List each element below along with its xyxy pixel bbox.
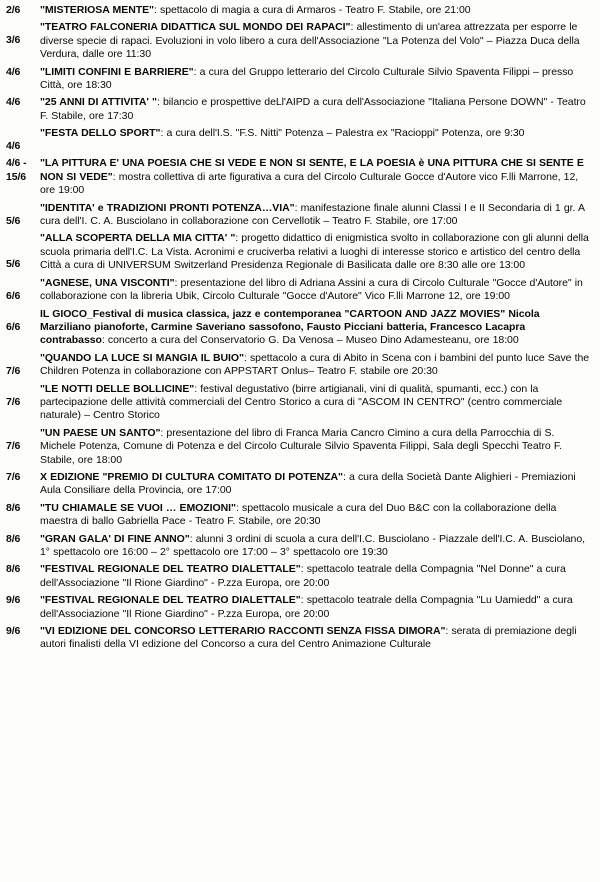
event-date: 8/6 (6, 563, 21, 576)
event-date: 4/6 (6, 140, 21, 153)
event-date: 8/6 (6, 532, 21, 545)
list-item (6, 96, 592, 123)
event-description: "QUANDO LA LUCE SI MANGIA IL BUIO": spettacolo a cura di Abito in Scena con i bambini del punto luce Save the Children Potenza in collaborazione con APPSTART Onlus– Teatro F. stabile ore 20:30 (40, 351, 590, 378)
event-date: 6/6 (6, 289, 21, 302)
list-item (6, 157, 592, 197)
list-item (6, 127, 592, 153)
event-description: IL GIOCO_Festival di musica classica, jazz e contemporanea "CARTOON AND JAZZ MOVIES" Nicola Marziliano pianoforte, Carmine Saveriano sassofono, Fausto Picciani batteria, Francesco Lacapra contrabasso: concerto a cura del Conservatorio G. Da Venosa – Museo Dino Adamesteanu, ore 18:00 (40, 307, 540, 347)
list-item (6, 533, 592, 560)
event-description: "TEATRO FALCONERIA DIDATTICA SUL MONDO DEI RAPACI": allestimento di un'area attrezzata per esporre le diverse specie di rapaci. Evoluzioni in volo libero a cura dell'Associazione "La Potenza del Volo" – Piazza Duca della Verdura, dalle ore 11:30 (40, 21, 580, 61)
list-item (6, 21, 592, 61)
event-description: "LE NOTTI DELLE BOLLICINE": festival degustativo (birre artigianali, vini di qualità, spumanti, ecc.) con la partecipazione delle attività commerciali del Centro Storico a cura di "ASCOM IN CENTRO" (centro commerciale naturale) – Centro Storico (40, 382, 563, 422)
event-description: "FESTIVAL REGIONALE DEL TEATRO DIALETTALE": spettacolo teatrale della Compagnia "Lu Uamiedd" a cura dell'Associazione "Il Rione Giardino" - P.zza Europa, ore 20:00 (40, 594, 573, 620)
event-description: "VI EDIZIONE DEL CONCORSO LETTERARIO RACCONTI SENZA FISSA DIMORA": serata di premiazione degli autori finalisti della VI edizione del Concorso a cura del Centro Animazione Culturale (40, 625, 577, 651)
list-item (6, 471, 592, 498)
event-description: "25 ANNI DI ATTIVITA' ": bilancio e prospettive deLl'AIPD a cura dell'Associazione "Italiana Persone DOWN" - Teatro F. Stabile, ore 17:30 (40, 96, 586, 122)
event-description: "TU CHIAMALE SE VUOI … EMOZIONI": spettacolo musicale a cura del Duo B&C con la collaborazione della maestra di ballo Gabriella Pace - Teatro F. Stabile, ore 20:30 (40, 501, 557, 528)
event-description: "LA PITTURA E' UNA POESIA CHE SI VEDE E NON SI SENTE, E LA POESIA è UNA PITTURA CHE SI SENTE E NON SI VEDE": mostra collettiva di arte figurativa a cura del Circolo Culturale Gocce d'Autore vico F.lli Marrone, 12, ore 19:00 (40, 157, 584, 197)
event-description: "IDENTITA' e TRADIZIONI PRONTI POTENZA…VIA": manifestazione finale alunni Classi I e II Secondaria di 1 gr. A cura dell'I. C. A. Busciolano in collaborazione con Cervellotik – Teatro F. Stabile, ore 17:00 (40, 201, 585, 228)
event-date: 7/6 (6, 470, 21, 483)
list-item (6, 383, 592, 423)
list-item (6, 4, 592, 17)
list-item (6, 308, 592, 348)
event-date: 6/6 (6, 320, 21, 333)
list-item (6, 594, 592, 621)
event-date: 4/6 (6, 65, 21, 78)
event-date: 5/6 (6, 258, 21, 271)
list-item (6, 66, 592, 93)
list-item (6, 232, 592, 272)
event-date: 7/6 (6, 395, 21, 408)
event-date: 7/6 (6, 439, 21, 452)
event-date: 4/6 (6, 96, 21, 109)
list-item (6, 502, 592, 529)
event-description: "FESTIVAL REGIONALE DEL TEATRO DIALETTALE": spettacolo teatrale della Compagnia "Nel Donne" a cura dell'Associazione "Il Rione Giardino" - P.zza Europa, ore 20:00 (40, 563, 566, 589)
event-date: 5/6 (6, 214, 21, 227)
list-item (6, 277, 592, 304)
event-date: 9/6 (6, 625, 21, 638)
list-item (6, 202, 592, 229)
event-date: 4/6 - 15/6 (6, 157, 27, 183)
event-description: "AGNESE, UNA VISCONTI": presentazione del libro di Adriana Assini a cura di Circolo Culturale "Gocce d'Autore" in collaborazione con la libreria Ubik, Circolo Culturale "Gocce d'Autore" Vico F.lli Marrone 12, ore 19:00 (40, 276, 583, 303)
event-description: "FESTA DELLO SPORT": a cura dell'I.S. "F.S. Nitti" Potenza – Palestra ex "Racioppi" Potenza, ore 9:30 (40, 127, 525, 140)
event-date: 7/6 (6, 364, 21, 377)
event-date: 3/6 (6, 34, 21, 47)
event-description: "GRAN GALA' DI FINE ANNO": alunni 3 ordini di scuola a cura dell'I.C. Busciolano - Piazzale dell'I.C. A. Busciolano, 1° spettacolo ore 16:00 – 2° spettacolo ore 17:00 – 3° spettacolo ore 19:30 (40, 532, 585, 559)
event-description: "UN PAESE UN SANTO": presentazione del libro di Franca Maria Cancro Cimino a cura della Parrocchia di S. Michele Potenza, Comune di Potenza e del Circolo Culturale Silvio Spaventa Filippi, Sala degli Specchi Teatro F. Stabile, ore 18:00 (40, 426, 562, 466)
event-date: 2/6 (6, 4, 21, 16)
event-description: "ALLA SCOPERTA DELLA MIA CITTA' ": progetto didattico di enigmistica svolto in collaborazione con gli alunni della scuola primaria dell'I.C. La Vista. Acronimi e cruciverba relativi a luoghi di interesse storico e artistico del centro della Città a cura di UNIVERSUM Switzerland Presidenza Regionale di Basilicata dalle ore 8:30 alle ore 13:00 (40, 232, 589, 272)
event-description: X EDIZIONE "PREMIO DI CULTURA COMITATO DI POTENZA": a cura della Società Dante Alighieri - Premiazioni Aula Consiliare della Provincia, ore 17:00 (40, 470, 576, 497)
list-item (6, 563, 592, 590)
event-date: 9/6 (6, 594, 21, 607)
event-description: "MISTERIOSA MENTE": spettacolo di magia a cura di Armaros - Teatro F. Stabile, ore 21:00 (40, 4, 471, 16)
event-description: "LIMITI CONFINI E BARRIERE": a cura del Gruppo letterario del Circolo Culturale Silvio Spaventa Filippi – presso Città, ore 18:30 (40, 65, 574, 92)
event-date: 8/6 (6, 501, 21, 514)
list-item (6, 352, 592, 379)
list-item (6, 625, 592, 652)
list-item (6, 427, 592, 467)
